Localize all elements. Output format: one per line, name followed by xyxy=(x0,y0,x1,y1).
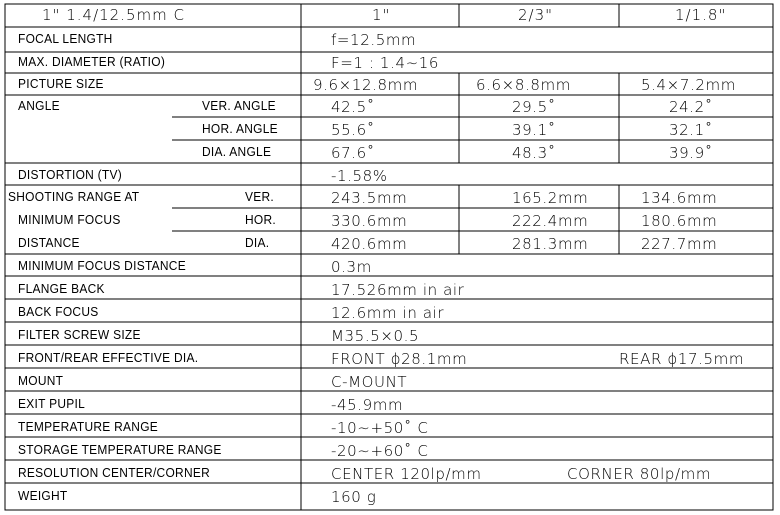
max-diameter-value: F=1 : 1.4~16 xyxy=(331,54,440,72)
lens-spec-sheet xyxy=(4,3,775,512)
lens-model-title: 1" 1.4/12.5mm C xyxy=(42,6,185,24)
storage-temperature-label: STORAGE TEMPERATURE RANGE xyxy=(18,442,222,457)
angle-label: ANGLE xyxy=(18,98,60,113)
mount-label: MOUNT xyxy=(18,373,64,388)
min-focus-distance-value: 0.3m xyxy=(331,258,372,276)
ver-angle-label: VER. ANGLE xyxy=(202,98,276,113)
shooting-dia-format-3: 227.7mm xyxy=(641,235,718,253)
shooting-dia-label: DIA. xyxy=(245,235,270,250)
rear-effective-dia-value: REAR ϕ17.5mm xyxy=(619,350,745,368)
weight-value: 160 g xyxy=(331,488,377,506)
distortion-value: -1.58% xyxy=(331,167,388,185)
min-focus-distance-label: MINIMUM FOCUS DISTANCE xyxy=(18,258,186,273)
resolution-label: RESOLUTION CENTER/CORNER xyxy=(18,465,211,480)
hor-angle-format-3: 32.1˚ xyxy=(669,121,713,139)
resolution-corner-value: CORNER 80lp/mm xyxy=(567,465,712,483)
ver-angle-format-3: 24.2˚ xyxy=(669,98,713,116)
weight-label: WEIGHT xyxy=(18,488,68,503)
max-diameter-label: MAX. DIAMETER (RATIO) xyxy=(18,54,166,69)
dia-angle-label: DIA. ANGLE xyxy=(202,144,272,159)
hor-angle-label: HOR. ANGLE xyxy=(202,121,278,136)
front-effective-dia-value: FRONT ϕ28.1mm xyxy=(331,350,468,368)
back-focus-label: BACK FOCUS xyxy=(18,304,99,319)
resolution-center-value: CENTER 120lp/mm xyxy=(331,465,482,483)
shooting-ver-format-3: 134.6mm xyxy=(641,189,718,207)
hor-angle-format-2: 39.1˚ xyxy=(512,121,556,139)
shooting-range-label: SHOOTING RANGE AT xyxy=(8,189,140,204)
dia-angle-format-2: 48.3˚ xyxy=(512,144,556,162)
flange-back-value: 17.526mm in air xyxy=(331,281,465,299)
shooting-hor-format-1: 330.6mm xyxy=(331,212,408,230)
shooting-dia-format-1: 420.6mm xyxy=(331,235,408,253)
picture-size-format-1: 9.6×12.8mm xyxy=(313,76,419,94)
flange-back-label: FLANGE BACK xyxy=(18,281,105,296)
back-focus-value: 12.6mm in air xyxy=(331,304,445,322)
shooting-ver-label: VER. xyxy=(245,189,275,204)
distortion-label: DISTORTION (TV) xyxy=(18,167,123,182)
shooting-ver-format-2: 165.2mm xyxy=(512,189,589,207)
dia-angle-format-1: 67.6˚ xyxy=(331,144,375,162)
format-2-header: 2/3" xyxy=(518,6,554,24)
temperature-range-label: TEMPERATURE RANGE xyxy=(18,419,159,434)
ver-angle-format-2: 29.5˚ xyxy=(512,98,556,116)
ver-angle-format-1: 42.5˚ xyxy=(331,98,375,116)
format-1-header: 1" xyxy=(372,6,391,24)
picture-size-label: PICTURE SIZE xyxy=(18,76,104,91)
shooting-hor-format-2: 222.4mm xyxy=(512,212,589,230)
distance-label: DISTANCE xyxy=(18,235,80,250)
filter-screw-value: M35.5×0.5 xyxy=(331,327,420,345)
storage-temperature-value: -20~+60˚ C xyxy=(331,442,429,460)
minimum-focus-label: MINIMUM FOCUS xyxy=(18,212,121,227)
exit-pupil-label: EXIT PUPIL xyxy=(18,396,86,411)
hor-angle-format-1: 55.6˚ xyxy=(331,121,375,139)
format-3-header: 1/1.8" xyxy=(675,6,727,24)
exit-pupil-value: -45.9mm xyxy=(331,396,404,414)
temperature-range-value: -10~+50˚ C xyxy=(331,419,429,437)
effective-dia-label: FRONT/REAR EFFECTIVE DIA. xyxy=(18,350,199,365)
focal-length-value: f=12.5mm xyxy=(331,31,417,49)
dia-angle-format-3: 39.9˚ xyxy=(669,144,713,162)
mount-value: C-MOUNT xyxy=(331,373,408,391)
filter-screw-label: FILTER SCREW SIZE xyxy=(18,327,141,342)
picture-size-format-2: 6.6×8.8mm xyxy=(476,76,571,94)
shooting-dia-format-2: 281.3mm xyxy=(512,235,589,253)
shooting-ver-format-1: 243.5mm xyxy=(331,189,408,207)
picture-size-format-3: 5.4×7.2mm xyxy=(641,76,736,94)
shooting-hor-label: HOR. xyxy=(245,212,277,227)
focal-length-label: FOCAL LENGTH xyxy=(18,31,113,46)
shooting-hor-format-3: 180.6mm xyxy=(641,212,718,230)
